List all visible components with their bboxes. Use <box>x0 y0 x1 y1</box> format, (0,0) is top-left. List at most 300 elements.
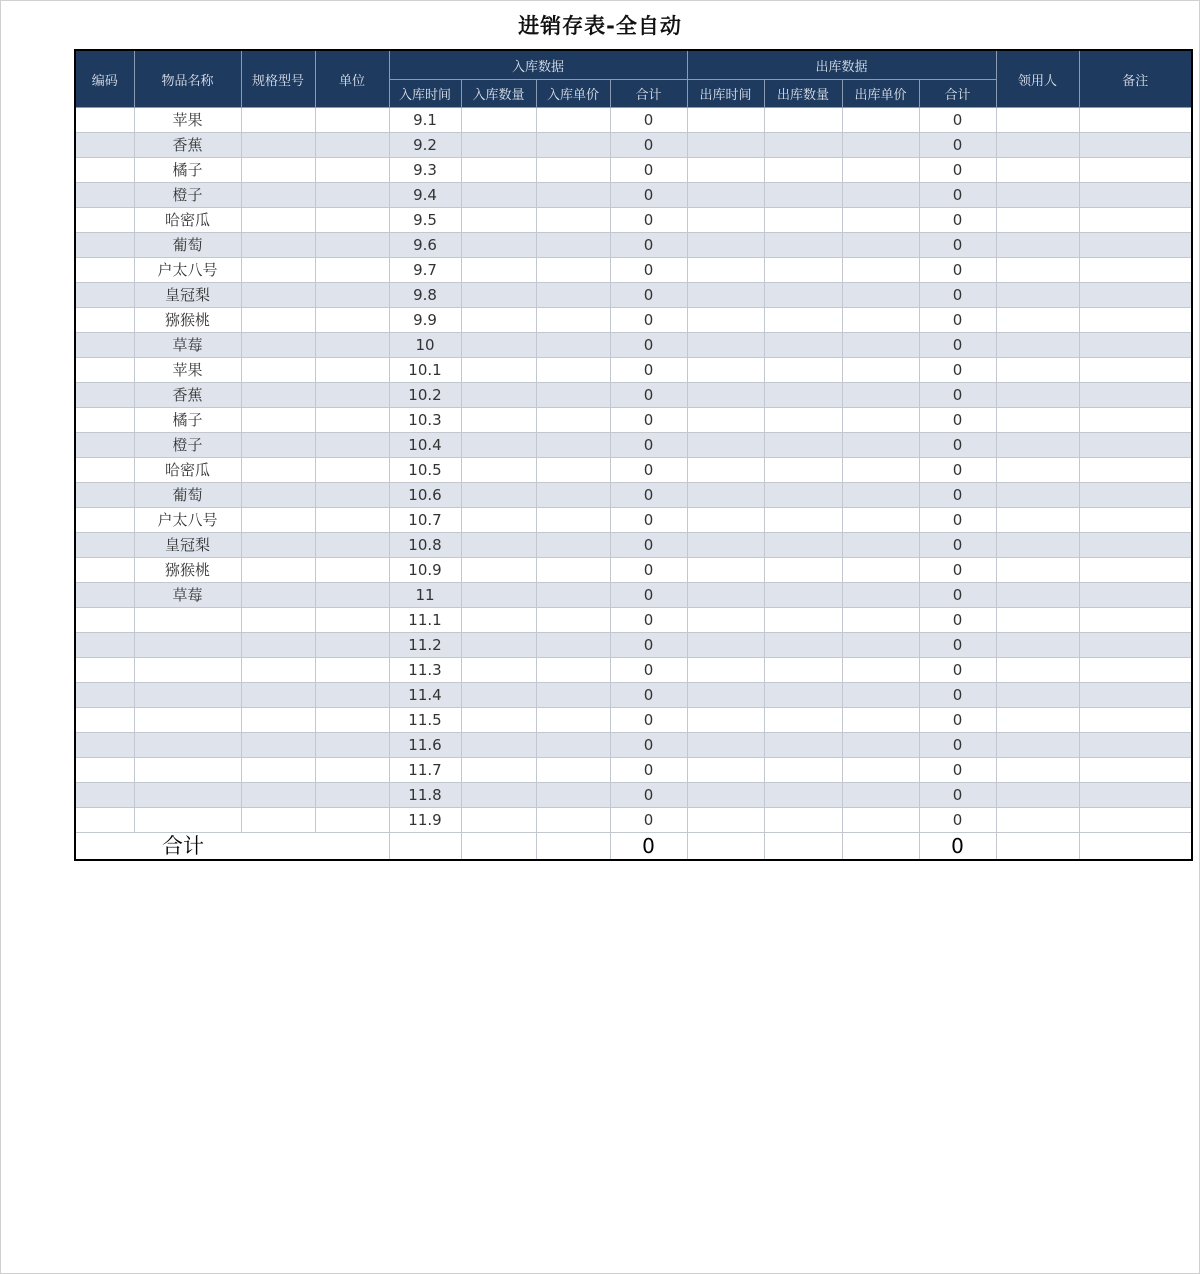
cell-in-time[interactable]: 9.1 <box>389 108 461 133</box>
cell-unit[interactable] <box>315 783 389 808</box>
cell-receiver[interactable] <box>996 333 1079 358</box>
cell-in-qty[interactable] <box>461 608 536 633</box>
cell-in-total[interactable]: 0 <box>610 308 687 333</box>
cell-unit[interactable] <box>315 408 389 433</box>
cell-item-name[interactable]: 猕猴桃 <box>134 308 241 333</box>
cell-remark[interactable] <box>1079 783 1192 808</box>
cell-out-total[interactable]: 0 <box>919 783 996 808</box>
cell-in-time[interactable]: 9.8 <box>389 283 461 308</box>
cell-out-qty[interactable] <box>764 258 842 283</box>
cell-out-time[interactable] <box>687 783 764 808</box>
cell-code[interactable] <box>75 683 134 708</box>
cell-remark[interactable] <box>1079 383 1192 408</box>
cell-out-total[interactable]: 0 <box>919 708 996 733</box>
cell-out-time[interactable] <box>687 808 764 833</box>
cell-receiver[interactable] <box>996 483 1079 508</box>
cell-in-total[interactable]: 0 <box>610 583 687 608</box>
cell-unit[interactable] <box>315 333 389 358</box>
cell-spec[interactable] <box>241 733 315 758</box>
cell-out-time[interactable] <box>687 333 764 358</box>
header-spec[interactable]: 规格型号 <box>241 50 315 108</box>
cell-receiver[interactable] <box>996 583 1079 608</box>
cell-out-total[interactable]: 0 <box>919 483 996 508</box>
cell-spec[interactable] <box>241 158 315 183</box>
cell-item-name[interactable]: 哈密瓜 <box>134 458 241 483</box>
cell-out-time[interactable] <box>687 208 764 233</box>
cell-in-price[interactable] <box>536 308 610 333</box>
cell-out-qty[interactable] <box>764 733 842 758</box>
cell-in-time[interactable]: 9.7 <box>389 258 461 283</box>
cell-in-total[interactable]: 0 <box>610 408 687 433</box>
cell-unit[interactable] <box>315 608 389 633</box>
cell-code[interactable] <box>75 383 134 408</box>
cell-remark[interactable] <box>1079 208 1192 233</box>
cell-in-price[interactable] <box>536 733 610 758</box>
cell-out-price[interactable] <box>842 158 919 183</box>
cell-in-price[interactable] <box>536 108 610 133</box>
cell-receiver[interactable] <box>996 283 1079 308</box>
cell-out-time[interactable] <box>687 608 764 633</box>
cell-spec[interactable] <box>241 583 315 608</box>
cell-out-qty[interactable] <box>764 333 842 358</box>
cell-out-qty[interactable] <box>764 283 842 308</box>
cell-in-time[interactable]: 10.5 <box>389 458 461 483</box>
cell-unit[interactable] <box>315 108 389 133</box>
cell-in-time[interactable]: 10.9 <box>389 558 461 583</box>
cell-in-qty[interactable] <box>461 183 536 208</box>
cell-unit[interactable] <box>315 533 389 558</box>
header-out-time[interactable]: 出库时间 <box>687 80 764 108</box>
cell-item-name[interactable] <box>134 708 241 733</box>
cell-code[interactable] <box>75 608 134 633</box>
cell-in-time[interactable]: 10.2 <box>389 383 461 408</box>
cell-item-name[interactable]: 苹果 <box>134 108 241 133</box>
cell-unit[interactable] <box>315 558 389 583</box>
cell-remark[interactable] <box>1079 333 1192 358</box>
cell-in-total[interactable]: 0 <box>610 383 687 408</box>
footer-cell[interactable] <box>1079 833 1192 861</box>
cell-out-qty[interactable] <box>764 308 842 333</box>
cell-out-qty[interactable] <box>764 208 842 233</box>
cell-in-price[interactable] <box>536 808 610 833</box>
cell-out-time[interactable] <box>687 558 764 583</box>
cell-unit[interactable] <box>315 308 389 333</box>
cell-in-qty[interactable] <box>461 283 536 308</box>
cell-out-price[interactable] <box>842 758 919 783</box>
cell-in-price[interactable] <box>536 333 610 358</box>
cell-in-price[interactable] <box>536 683 610 708</box>
header-in-total[interactable]: 合计 <box>610 80 687 108</box>
cell-spec[interactable] <box>241 183 315 208</box>
cell-out-price[interactable] <box>842 208 919 233</box>
cell-item-name[interactable]: 草莓 <box>134 583 241 608</box>
cell-spec[interactable] <box>241 658 315 683</box>
cell-remark[interactable] <box>1079 758 1192 783</box>
cell-in-qty[interactable] <box>461 158 536 183</box>
cell-in-qty[interactable] <box>461 258 536 283</box>
cell-out-qty[interactable] <box>764 533 842 558</box>
cell-code[interactable] <box>75 408 134 433</box>
cell-spec[interactable] <box>241 783 315 808</box>
cell-out-time[interactable] <box>687 658 764 683</box>
cell-remark[interactable] <box>1079 508 1192 533</box>
cell-out-time[interactable] <box>687 258 764 283</box>
cell-receiver[interactable] <box>996 508 1079 533</box>
cell-in-qty[interactable] <box>461 583 536 608</box>
cell-code[interactable] <box>75 783 134 808</box>
cell-receiver[interactable] <box>996 408 1079 433</box>
cell-unit[interactable] <box>315 508 389 533</box>
cell-out-price[interactable] <box>842 408 919 433</box>
header-in-qty[interactable]: 入库数量 <box>461 80 536 108</box>
cell-out-price[interactable] <box>842 433 919 458</box>
cell-out-time[interactable] <box>687 633 764 658</box>
cell-out-total[interactable]: 0 <box>919 633 996 658</box>
cell-receiver[interactable] <box>996 633 1079 658</box>
cell-out-price[interactable] <box>842 133 919 158</box>
cell-code[interactable] <box>75 258 134 283</box>
cell-receiver[interactable] <box>996 533 1079 558</box>
cell-in-price[interactable] <box>536 583 610 608</box>
cell-out-total[interactable]: 0 <box>919 308 996 333</box>
cell-item-name[interactable]: 葡萄 <box>134 483 241 508</box>
cell-in-total[interactable]: 0 <box>610 558 687 583</box>
cell-out-time[interactable] <box>687 133 764 158</box>
cell-out-qty[interactable] <box>764 558 842 583</box>
cell-out-total[interactable]: 0 <box>919 383 996 408</box>
cell-out-total[interactable]: 0 <box>919 458 996 483</box>
cell-code[interactable] <box>75 183 134 208</box>
cell-in-time[interactable]: 11.3 <box>389 658 461 683</box>
cell-out-time[interactable] <box>687 308 764 333</box>
cell-item-name[interactable] <box>134 783 241 808</box>
cell-in-price[interactable] <box>536 458 610 483</box>
cell-remark[interactable] <box>1079 558 1192 583</box>
cell-in-qty[interactable] <box>461 708 536 733</box>
cell-in-qty[interactable] <box>461 458 536 483</box>
cell-in-total[interactable]: 0 <box>610 633 687 658</box>
cell-in-price[interactable] <box>536 208 610 233</box>
cell-item-name[interactable]: 草莓 <box>134 333 241 358</box>
cell-in-total[interactable]: 0 <box>610 258 687 283</box>
cell-spec[interactable] <box>241 133 315 158</box>
cell-receiver[interactable] <box>996 108 1079 133</box>
cell-unit[interactable] <box>315 158 389 183</box>
cell-in-price[interactable] <box>536 483 610 508</box>
cell-in-time[interactable]: 11.1 <box>389 608 461 633</box>
cell-out-total[interactable]: 0 <box>919 733 996 758</box>
cell-out-price[interactable] <box>842 108 919 133</box>
cell-item-name[interactable]: 户太八号 <box>134 258 241 283</box>
footer-cell[interactable] <box>996 833 1079 861</box>
cell-in-qty[interactable] <box>461 783 536 808</box>
cell-out-total[interactable]: 0 <box>919 333 996 358</box>
cell-out-time[interactable] <box>687 708 764 733</box>
cell-in-time[interactable]: 9.5 <box>389 208 461 233</box>
cell-out-price[interactable] <box>842 708 919 733</box>
cell-receiver[interactable] <box>996 708 1079 733</box>
header-out-group[interactable]: 出库数据 <box>687 50 996 80</box>
cell-out-price[interactable] <box>842 733 919 758</box>
cell-out-qty[interactable] <box>764 383 842 408</box>
cell-remark[interactable] <box>1079 808 1192 833</box>
cell-in-time[interactable]: 10.8 <box>389 533 461 558</box>
cell-out-price[interactable] <box>842 683 919 708</box>
cell-unit[interactable] <box>315 283 389 308</box>
cell-unit[interactable] <box>315 133 389 158</box>
cell-in-qty[interactable] <box>461 733 536 758</box>
cell-in-qty[interactable] <box>461 333 536 358</box>
cell-out-price[interactable] <box>842 358 919 383</box>
cell-receiver[interactable] <box>996 608 1079 633</box>
cell-receiver[interactable] <box>996 458 1079 483</box>
cell-code[interactable] <box>75 208 134 233</box>
cell-remark[interactable] <box>1079 183 1192 208</box>
cell-in-time[interactable]: 11.8 <box>389 783 461 808</box>
cell-in-qty[interactable] <box>461 433 536 458</box>
footer-out-total[interactable]: 0 <box>919 833 996 861</box>
cell-remark[interactable] <box>1079 658 1192 683</box>
cell-remark[interactable] <box>1079 283 1192 308</box>
cell-receiver[interactable] <box>996 208 1079 233</box>
cell-out-qty[interactable] <box>764 683 842 708</box>
cell-remark[interactable] <box>1079 608 1192 633</box>
cell-out-price[interactable] <box>842 483 919 508</box>
cell-unit[interactable] <box>315 458 389 483</box>
cell-item-name[interactable]: 橘子 <box>134 408 241 433</box>
cell-spec[interactable] <box>241 108 315 133</box>
cell-in-qty[interactable] <box>461 483 536 508</box>
cell-spec[interactable] <box>241 258 315 283</box>
cell-code[interactable] <box>75 508 134 533</box>
cell-out-qty[interactable] <box>764 483 842 508</box>
cell-remark[interactable] <box>1079 633 1192 658</box>
cell-spec[interactable] <box>241 758 315 783</box>
header-out-price[interactable]: 出库单价 <box>842 80 919 108</box>
cell-out-time[interactable] <box>687 233 764 258</box>
cell-in-total[interactable]: 0 <box>610 358 687 383</box>
cell-out-time[interactable] <box>687 358 764 383</box>
cell-item-name[interactable]: 橙子 <box>134 183 241 208</box>
cell-remark[interactable] <box>1079 358 1192 383</box>
cell-receiver[interactable] <box>996 258 1079 283</box>
cell-remark[interactable] <box>1079 108 1192 133</box>
cell-item-name[interactable]: 苹果 <box>134 358 241 383</box>
cell-out-total[interactable]: 0 <box>919 608 996 633</box>
cell-spec[interactable] <box>241 208 315 233</box>
cell-out-price[interactable] <box>842 658 919 683</box>
cell-receiver[interactable] <box>996 133 1079 158</box>
cell-code[interactable] <box>75 108 134 133</box>
cell-code[interactable] <box>75 333 134 358</box>
cell-out-total[interactable]: 0 <box>919 408 996 433</box>
cell-unit[interactable] <box>315 208 389 233</box>
cell-unit[interactable] <box>315 233 389 258</box>
cell-out-time[interactable] <box>687 408 764 433</box>
cell-out-time[interactable] <box>687 508 764 533</box>
cell-in-qty[interactable] <box>461 108 536 133</box>
cell-receiver[interactable] <box>996 683 1079 708</box>
cell-spec[interactable] <box>241 533 315 558</box>
cell-unit[interactable] <box>315 633 389 658</box>
cell-code[interactable] <box>75 758 134 783</box>
cell-in-time[interactable]: 10.6 <box>389 483 461 508</box>
cell-in-qty[interactable] <box>461 683 536 708</box>
cell-in-price[interactable] <box>536 233 610 258</box>
cell-out-time[interactable] <box>687 383 764 408</box>
cell-out-qty[interactable] <box>764 233 842 258</box>
cell-remark[interactable] <box>1079 133 1192 158</box>
cell-unit[interactable] <box>315 483 389 508</box>
cell-in-total[interactable]: 0 <box>610 808 687 833</box>
cell-spec[interactable] <box>241 808 315 833</box>
cell-out-qty[interactable] <box>764 808 842 833</box>
header-unit[interactable]: 单位 <box>315 50 389 108</box>
cell-in-price[interactable] <box>536 508 610 533</box>
cell-in-time[interactable]: 10.7 <box>389 508 461 533</box>
cell-out-time[interactable] <box>687 533 764 558</box>
cell-out-price[interactable] <box>842 283 919 308</box>
cell-item-name[interactable]: 哈密瓜 <box>134 208 241 233</box>
cell-in-qty[interactable] <box>461 533 536 558</box>
cell-out-qty[interactable] <box>764 158 842 183</box>
cell-in-time[interactable]: 11.5 <box>389 708 461 733</box>
cell-out-time[interactable] <box>687 483 764 508</box>
cell-in-time[interactable]: 9.9 <box>389 308 461 333</box>
cell-out-price[interactable] <box>842 583 919 608</box>
cell-unit[interactable] <box>315 183 389 208</box>
cell-item-name[interactable]: 猕猴桃 <box>134 558 241 583</box>
cell-in-total[interactable]: 0 <box>610 608 687 633</box>
cell-item-name[interactable] <box>134 758 241 783</box>
cell-receiver[interactable] <box>996 733 1079 758</box>
cell-out-price[interactable] <box>842 333 919 358</box>
cell-spec[interactable] <box>241 683 315 708</box>
cell-in-price[interactable] <box>536 283 610 308</box>
cell-out-qty[interactable] <box>764 408 842 433</box>
cell-unit[interactable] <box>315 733 389 758</box>
cell-code[interactable] <box>75 708 134 733</box>
cell-in-total[interactable]: 0 <box>610 683 687 708</box>
cell-remark[interactable] <box>1079 158 1192 183</box>
cell-out-price[interactable] <box>842 308 919 333</box>
cell-out-total[interactable]: 0 <box>919 358 996 383</box>
cell-in-price[interactable] <box>536 383 610 408</box>
cell-remark[interactable] <box>1079 583 1192 608</box>
cell-spec[interactable] <box>241 708 315 733</box>
cell-out-qty[interactable] <box>764 358 842 383</box>
cell-code[interactable] <box>75 133 134 158</box>
cell-in-time[interactable]: 9.3 <box>389 158 461 183</box>
cell-in-qty[interactable] <box>461 383 536 408</box>
cell-item-name[interactable] <box>134 808 241 833</box>
footer-cell[interactable] <box>389 833 461 861</box>
cell-in-total[interactable]: 0 <box>610 708 687 733</box>
cell-receiver[interactable] <box>996 233 1079 258</box>
cell-out-price[interactable] <box>842 558 919 583</box>
cell-out-time[interactable] <box>687 108 764 133</box>
cell-out-qty[interactable] <box>764 508 842 533</box>
cell-out-price[interactable] <box>842 808 919 833</box>
cell-in-time[interactable]: 10.1 <box>389 358 461 383</box>
cell-in-total[interactable]: 0 <box>610 533 687 558</box>
cell-remark[interactable] <box>1079 483 1192 508</box>
cell-in-qty[interactable] <box>461 133 536 158</box>
cell-in-qty[interactable] <box>461 308 536 333</box>
cell-out-qty[interactable] <box>764 758 842 783</box>
cell-code[interactable] <box>75 633 134 658</box>
cell-code[interactable] <box>75 283 134 308</box>
footer-cell[interactable] <box>461 833 536 861</box>
cell-in-price[interactable] <box>536 533 610 558</box>
cell-in-total[interactable]: 0 <box>610 133 687 158</box>
footer-cell[interactable] <box>687 833 764 861</box>
cell-item-name[interactable]: 皇冠梨 <box>134 533 241 558</box>
cell-item-name[interactable]: 户太八号 <box>134 508 241 533</box>
cell-receiver[interactable] <box>996 783 1079 808</box>
cell-spec[interactable] <box>241 483 315 508</box>
cell-out-time[interactable] <box>687 458 764 483</box>
cell-spec[interactable] <box>241 633 315 658</box>
cell-item-name[interactable] <box>134 658 241 683</box>
cell-in-qty[interactable] <box>461 233 536 258</box>
cell-out-time[interactable] <box>687 758 764 783</box>
cell-in-price[interactable] <box>536 608 610 633</box>
cell-out-qty[interactable] <box>764 783 842 808</box>
cell-out-price[interactable] <box>842 633 919 658</box>
cell-in-qty[interactable] <box>461 758 536 783</box>
cell-spec[interactable] <box>241 558 315 583</box>
cell-out-qty[interactable] <box>764 708 842 733</box>
cell-remark[interactable] <box>1079 708 1192 733</box>
cell-code[interactable] <box>75 158 134 183</box>
cell-out-total[interactable]: 0 <box>919 108 996 133</box>
cell-unit[interactable] <box>315 383 389 408</box>
cell-out-time[interactable] <box>687 283 764 308</box>
cell-in-total[interactable]: 0 <box>610 283 687 308</box>
cell-in-time[interactable]: 11.2 <box>389 633 461 658</box>
cell-receiver[interactable] <box>996 758 1079 783</box>
cell-unit[interactable] <box>315 708 389 733</box>
cell-code[interactable] <box>75 433 134 458</box>
cell-code[interactable] <box>75 808 134 833</box>
cell-code[interactable] <box>75 458 134 483</box>
cell-spec[interactable] <box>241 333 315 358</box>
cell-out-time[interactable] <box>687 583 764 608</box>
cell-out-qty[interactable] <box>764 658 842 683</box>
cell-in-time[interactable]: 9.6 <box>389 233 461 258</box>
cell-in-qty[interactable] <box>461 633 536 658</box>
cell-unit[interactable] <box>315 258 389 283</box>
cell-in-total[interactable]: 0 <box>610 333 687 358</box>
cell-code[interactable] <box>75 558 134 583</box>
cell-out-qty[interactable] <box>764 108 842 133</box>
cell-receiver[interactable] <box>996 308 1079 333</box>
cell-out-total[interactable]: 0 <box>919 208 996 233</box>
cell-out-total[interactable]: 0 <box>919 283 996 308</box>
cell-in-time[interactable]: 11.9 <box>389 808 461 833</box>
cell-in-qty[interactable] <box>461 358 536 383</box>
cell-out-price[interactable] <box>842 508 919 533</box>
header-remark[interactable]: 备注 <box>1079 50 1192 108</box>
cell-item-name[interactable]: 香蕉 <box>134 133 241 158</box>
cell-spec[interactable] <box>241 383 315 408</box>
footer-cell[interactable] <box>764 833 842 861</box>
cell-out-price[interactable] <box>842 233 919 258</box>
cell-unit[interactable] <box>315 358 389 383</box>
cell-out-qty[interactable] <box>764 608 842 633</box>
cell-out-qty[interactable] <box>764 183 842 208</box>
